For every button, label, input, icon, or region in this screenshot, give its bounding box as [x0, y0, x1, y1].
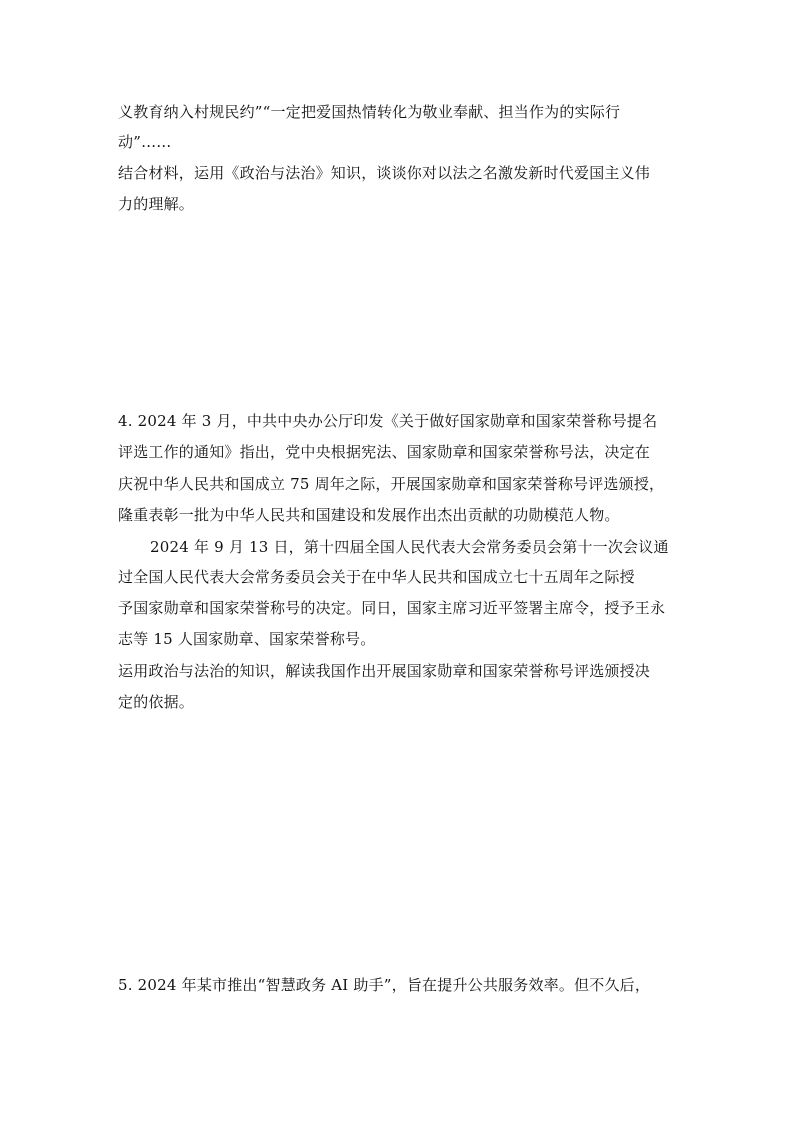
question-text-line: 隆重表彰一批为中华人民共和国建设和发展作出杰出贡献的功勋模范人物。 — [118, 506, 620, 524]
question-text-line: 2024 年 9 月 13 日，第十四届全国人民代表大会常务委员会第十一次会议通 — [150, 538, 669, 556]
text-line: 义教育纳入村规民约”“一定把爱国热情转化为敬业奉献、担当作为的实际行 — [118, 103, 621, 121]
question-text-line: 4. 2024 年 3 月，中共中央办公厅印发《关于做好国家勋章和国家荣誉称号提名 — [118, 412, 658, 430]
question-text-line: 5. 2024 年某市推出“智慧政务 AI 助手”，旨在提升公共服务效率。但不久后， — [118, 976, 651, 994]
question-text-line: 过全国人民代表大会常务委员会关于在中华人民共和国成立七十五周年之际授 — [118, 568, 635, 586]
question-prompt: 力的理解。 — [118, 195, 195, 213]
question-text-line: 志等 15 人国家勋章、国家荣誉称号。 — [118, 630, 376, 648]
text-line: 动”…… — [118, 133, 172, 151]
question-prompt: 运用政治与法治的知识，解读我国作出开展国家勋章和国家荣誉称号评选颁授决 — [118, 662, 651, 680]
question-prompt: 结合材料，运用《政治与法治》知识，谈谈你对以法之名激发新时代爱国主义伟 — [118, 164, 651, 182]
question-prompt: 定的依据。 — [118, 693, 195, 711]
question-text-line: 评选工作的通知》指出，党中央根据宪法、国家勋章和国家荣誉称号法，决定在 — [118, 443, 651, 461]
question-text-line: 予国家勋章和国家荣誉称号的决定。同日，国家主席习近平签署主席令，授予王永 — [118, 599, 666, 617]
question-text-line: 庆祝中华人民共和国成立 75 周年之际，开展国家勋章和国家荣誉称号评选颁授， — [118, 475, 665, 493]
